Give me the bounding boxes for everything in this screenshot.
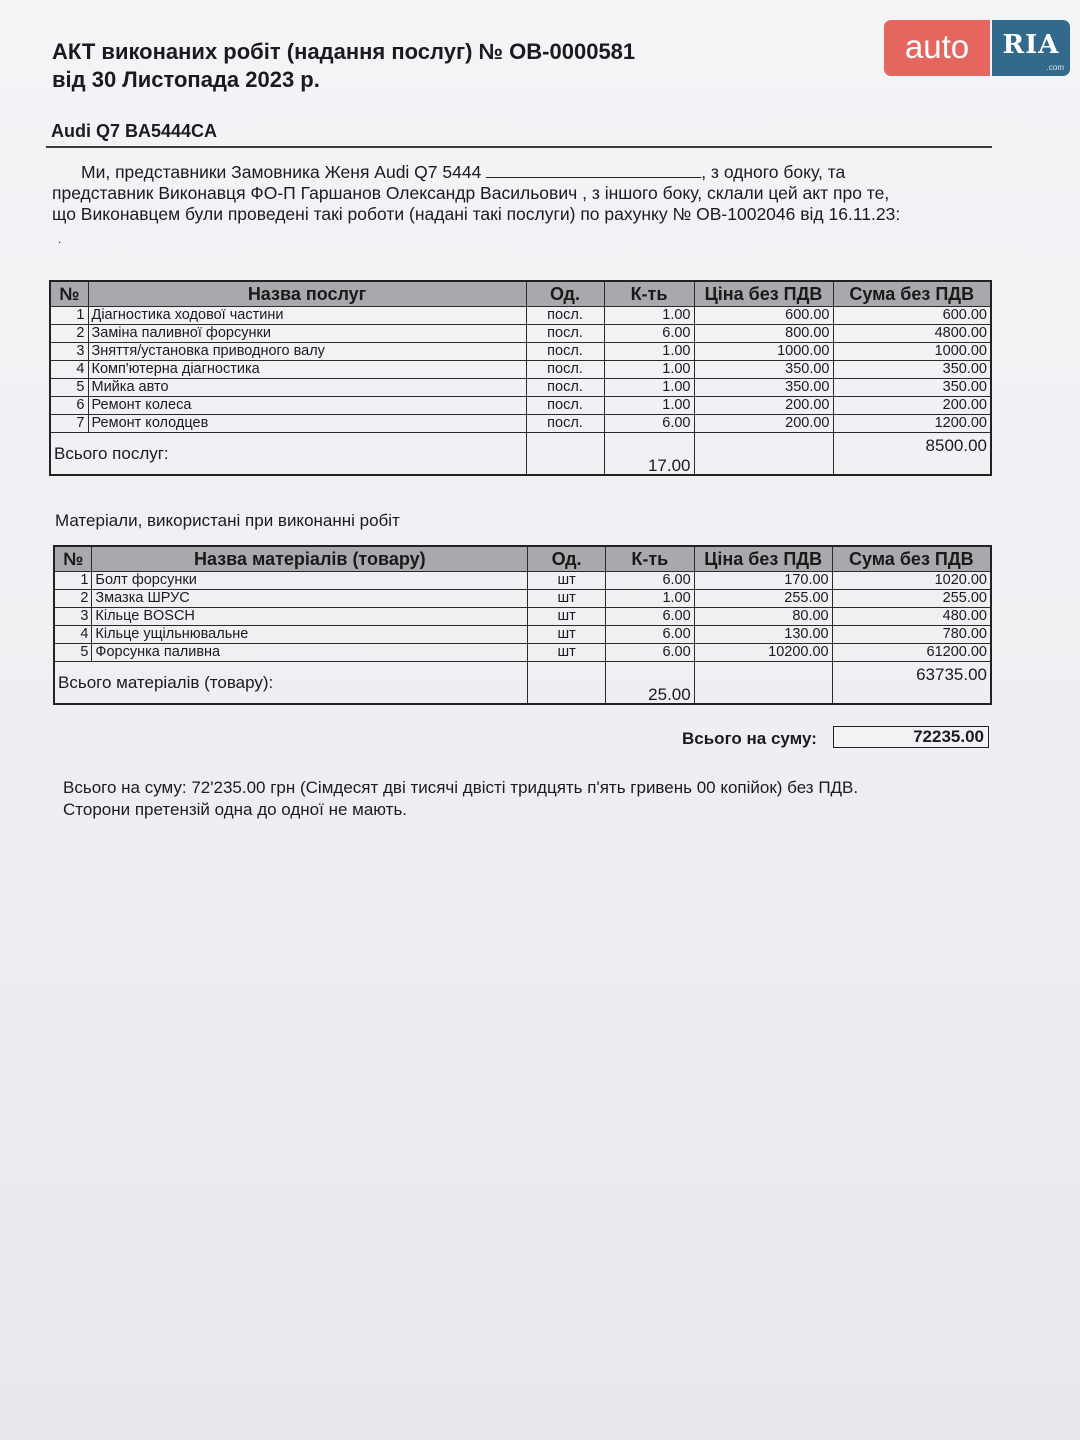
materials-col-unit: Од. [528,546,606,572]
row-name: Комп'ютерна діагностика [88,361,526,379]
intro-line-1-a: Ми, представники Замовника Женя Audi Q7 5444 [81,162,482,182]
row-name: Форсунка паливна [92,644,528,662]
materials-total-price-empty [694,662,832,705]
services-total-label: Всього послуг: [50,433,526,476]
row-unit: посл. [526,397,604,415]
row-qty: 1.00 [604,397,694,415]
intro-line-3: що Виконавцем були проведені такі роботи (надані такі послуги) по рахунку № ОВ-1002046 від 16.11.23: [52,204,901,224]
row-unit: посл. [526,325,604,343]
materials-table [53,545,992,705]
row-sum: 480.00 [832,608,991,626]
row-unit: посл. [526,415,604,433]
row-unit: посл. [526,361,604,379]
row-number: 1 [50,307,88,325]
row-unit: шт [528,644,606,662]
row-qty: 6.00 [604,415,694,433]
title-line-2: від 30 Листопада 2023 р. [52,67,320,92]
autoria-logo [884,20,1070,76]
row-qty: 1.00 [604,307,694,325]
materials-col-number: № [54,546,92,572]
materials-total-label: Всього матеріалів (товару): [54,662,528,705]
row-unit: шт [528,572,606,590]
grand-total-value: 72235.00 [833,726,989,748]
services-col-price: Ціна без ПДВ [694,281,833,307]
table-row [50,379,991,397]
row-price: 80.00 [694,608,832,626]
row-sum: 200.00 [833,397,991,415]
materials-col-price: Ціна без ПДВ [694,546,832,572]
row-unit: шт [528,590,606,608]
materials-col-qty: К-ть [605,546,694,572]
row-number: 4 [54,626,92,644]
table-row [54,626,991,644]
row-qty: 1.00 [604,343,694,361]
signature-blank [486,163,701,178]
row-name: Зняття/установка приводного валу [88,343,526,361]
row-name: Ремонт колодцев [88,415,526,433]
stray-dot: . [58,232,62,246]
row-sum: 4800.00 [833,325,991,343]
row-unit: посл. [526,307,604,325]
services-total-row [50,433,991,476]
services-table [49,280,992,476]
logo-com-text: .com [1046,63,1064,72]
footer-text [63,777,858,821]
row-qty: 1.00 [604,361,694,379]
services-col-qty: К-ть [604,281,694,307]
document-title [52,38,635,94]
row-name: Ремонт колеса [88,397,526,415]
row-sum: 1200.00 [833,415,991,433]
services-total-qty: 17.00 [604,433,694,476]
services-total-sum: 8500.00 [833,433,991,476]
title-line-1: АКТ виконаних робіт (надання послуг) № ОВ-0000581 [52,39,636,64]
table-row [50,361,991,379]
row-price: 130.00 [694,626,832,644]
row-sum: 600.00 [833,307,991,325]
footer-line-1: Всього на суму: 72'235.00 грн (Сімдесят дві тисячі двісті тридцять п'ять гривень 00 копійок) без ПДВ. [63,778,859,797]
row-number: 5 [50,379,88,397]
row-number: 4 [50,361,88,379]
table-row [50,397,991,415]
row-qty: 6.00 [605,572,694,590]
row-qty: 6.00 [605,626,694,644]
table-row [50,325,991,343]
services-col-sum: Сума без ПДВ [833,281,991,307]
intro-line-1 [52,162,982,183]
row-price: 200.00 [694,397,833,415]
intro-line-2: представник Виконавця ФО-П Гаршанов Олександр Васильович , з іншого боку, склали цей акт про те, [52,183,890,203]
row-qty: 1.00 [605,590,694,608]
materials-total-qty: 25.00 [605,662,694,705]
row-sum: 350.00 [833,379,991,397]
header-divider [46,146,992,148]
services-col-unit: Од. [526,281,604,307]
materials-total-row [54,662,991,705]
intro-paragraph [52,162,982,225]
table-row [50,307,991,325]
row-number: 3 [50,343,88,361]
row-sum: 1020.00 [832,572,991,590]
table-row [54,590,991,608]
row-unit: посл. [526,379,604,397]
row-name: Болт форсунки [92,572,528,590]
materials-col-sum: Сума без ПДВ [832,546,991,572]
materials-section-label: Матеріали, використані при виконанні робіт [55,511,400,530]
row-sum: 780.00 [832,626,991,644]
row-name: Заміна паливної форсунки [88,325,526,343]
table-row [50,415,991,433]
grand-total-label: Всього на суму: [682,729,817,748]
intro-line-1-b: , з одного боку, та [701,162,846,182]
row-price: 200.00 [694,415,833,433]
row-price: 10200.00 [694,644,832,662]
row-number: 3 [54,608,92,626]
row-name: Мийка авто [88,379,526,397]
row-qty: 6.00 [604,325,694,343]
row-sum: 255.00 [832,590,991,608]
materials-total-sum: 63735.00 [832,662,991,705]
row-name: Кільце BOSCH [92,608,528,626]
row-unit: посл. [526,343,604,361]
row-price: 350.00 [694,379,833,397]
row-number: 6 [50,397,88,415]
table-row [54,608,991,626]
services-col-name: Назва послуг [88,281,526,307]
materials-header-row [54,546,991,572]
row-qty: 1.00 [604,379,694,397]
row-unit: шт [528,626,606,644]
row-price: 1000.00 [694,343,833,361]
row-number: 5 [54,644,92,662]
services-col-number: № [50,281,88,307]
row-price: 255.00 [694,590,832,608]
row-qty: 6.00 [605,608,694,626]
row-sum: 350.00 [833,361,991,379]
row-price: 800.00 [694,325,833,343]
row-name: Кільце ущільнювальне [92,626,528,644]
row-number: 2 [54,590,92,608]
materials-col-name: Назва матеріалів (товару) [92,546,528,572]
row-sum: 61200.00 [832,644,991,662]
row-qty: 6.00 [605,644,694,662]
logo-auto-part: auto [884,20,990,76]
row-number: 7 [50,415,88,433]
row-unit: шт [528,608,606,626]
row-price: 600.00 [694,307,833,325]
row-number: 2 [50,325,88,343]
logo-ria-part [992,20,1070,76]
services-header-row [50,281,991,307]
car-identifier: Audi Q7 BA5444CA [51,121,218,141]
services-total-unit-empty [526,433,604,476]
table-row [50,343,991,361]
row-price: 170.00 [694,572,832,590]
logo-ria-text: RIA [1002,30,1060,60]
row-price: 350.00 [694,361,833,379]
table-row [54,644,991,662]
row-sum: 1000.00 [833,343,991,361]
services-total-price-empty [694,433,833,476]
row-name: Діагностика ходової частини [88,307,526,325]
table-row [54,572,991,590]
row-name: Змазка ШРУС [92,590,528,608]
footer-line-2: Сторони претензій одна до одної не мають. [63,800,408,819]
row-number: 1 [54,572,92,590]
materials-total-unit-empty [528,662,606,705]
